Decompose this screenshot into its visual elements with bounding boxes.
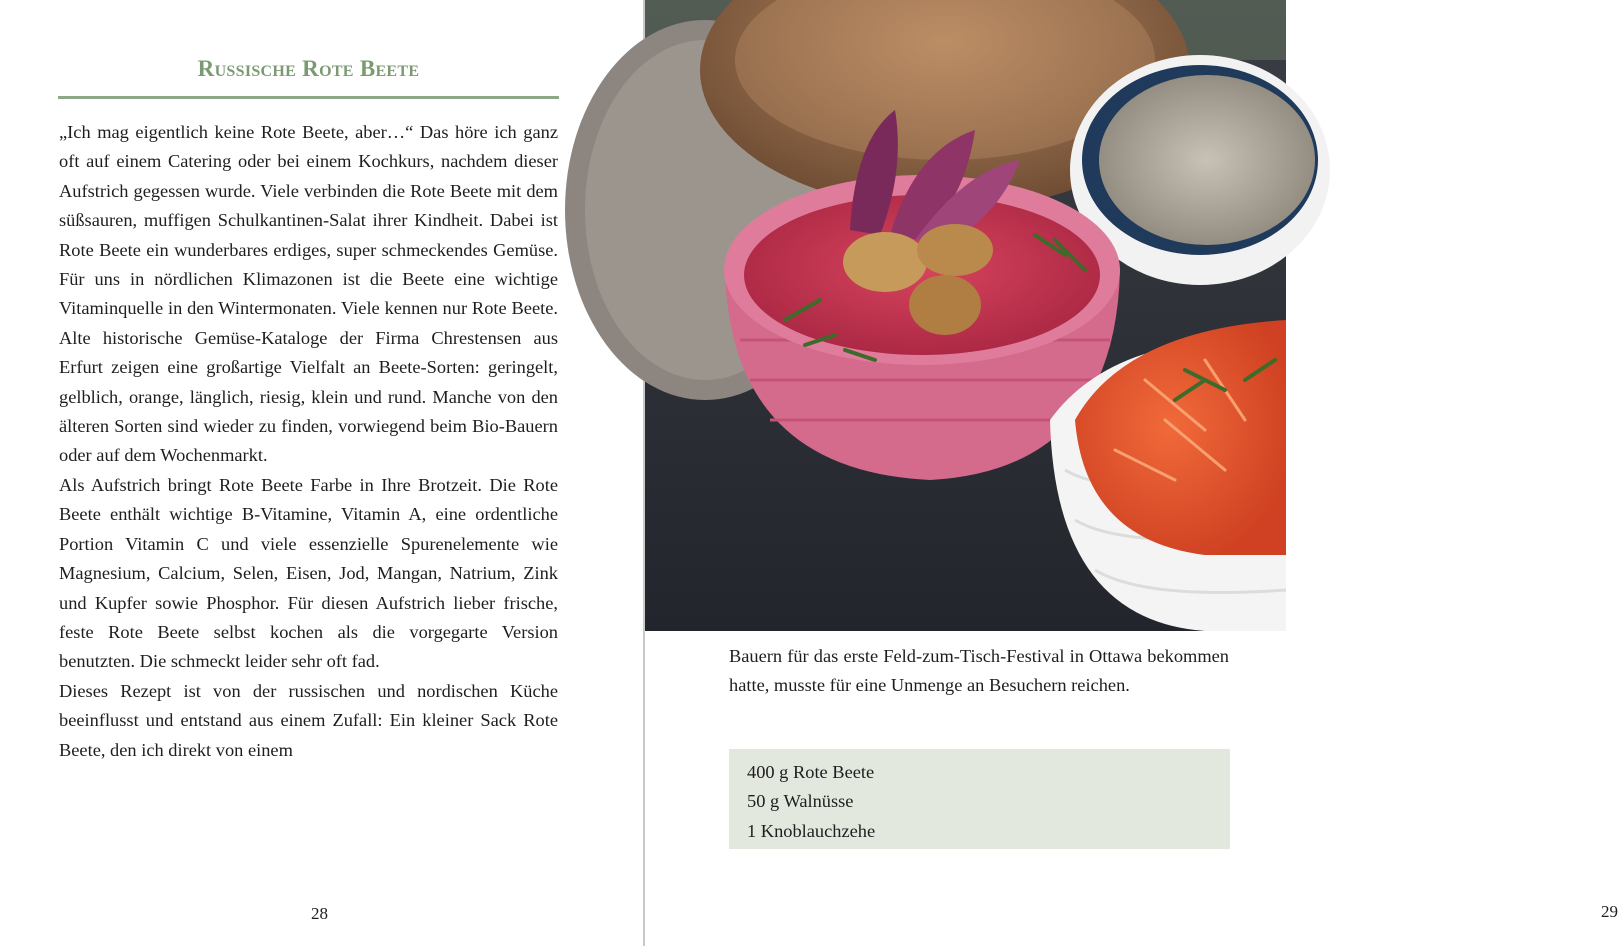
left-page [0, 0, 643, 946]
ingredients-box [729, 749, 1230, 849]
walnut [843, 232, 927, 292]
spread-bowls-illustration [645, 0, 1286, 631]
walnut [917, 224, 993, 276]
mushroom-spread [1099, 75, 1315, 245]
ingredient-item: 1 Knoblauchzehe [747, 820, 876, 841]
page-number-right: 29 [1601, 902, 1618, 921]
title-underline [58, 96, 559, 99]
paragraph-nutrition: Als Aufstrich bringt Rote Beete Farbe in Ihre Brotzeit. Die Rote Beete enthält wichtige B-Vitamine, Vitamin A, eine ordentliche Portion Vitamin C und viele essenzielle Spurenelemente wie Magnesium, Calcium, Selen, Eisen, Jod, Mangan, Natrium, Zink und Kupfer sowie Phosphor. Für diesen Aufstrich lieber frische, feste Rote Beete selbst kochen als die vorgegarte Version benutzten. Die schmeckt leider sehr oft fad. [59, 474, 558, 672]
recipe-title: Russische Rote Beete [197, 56, 420, 81]
ingredient-item: 50 g Walnüsse [747, 791, 854, 812]
food-photo [645, 0, 1286, 631]
page-number-left: 28 [311, 904, 328, 923]
paragraph-intro: „Ich mag eigentlich keine Rote Beete, aber…“ Das höre ich ganz oft auf einem Catering oder bei einem Kochkurs, nachdem dieser Aufstrich gegessen wurde. Viele verbinden die Rote Beete mit dem süßsauren, muffigen Schulkantinen-Salat ihrer Kindheit. Dabei ist Rote Beete ein wunderbares erdiges, super schmeckendes Gemüse. Für uns in nördlichen Klimazonen ist die Beete eine wichtige Vitaminquelle in den Wintermonaten. Viele kennen nur Rote Beete. Alte historische Gemüse-Kataloge der Firma Chrestensen aus Erfurt zeigen eine großartige Vielfalt an Beete-Sorten: geringelt, gelblich, orange, länglich, riesig, klein und rund. Manche von den älteren Sorten sind wieder zu finden, vorwiegend beim Bio-Bauern oder auf dem Wochenmarkt. [59, 122, 558, 466]
right-body-text: Bauern für das erste Feld-zum-Tisch-Festival in Ottawa bekommen hatte, musste für eine Unmenge an Besuchern reichen. [729, 646, 1229, 696]
ingredient-item: 400 g Rote Beete [747, 762, 875, 782]
paragraph-origin: Dieses Rezept ist von der russischen und nordischen Küche beeinflusst und entstand aus einem Zufall: Ein kleiner Sack Rote Beete, den ich direkt von einem [59, 680, 558, 760]
left-body-text [59, 118, 558, 765]
walnut [909, 275, 981, 335]
